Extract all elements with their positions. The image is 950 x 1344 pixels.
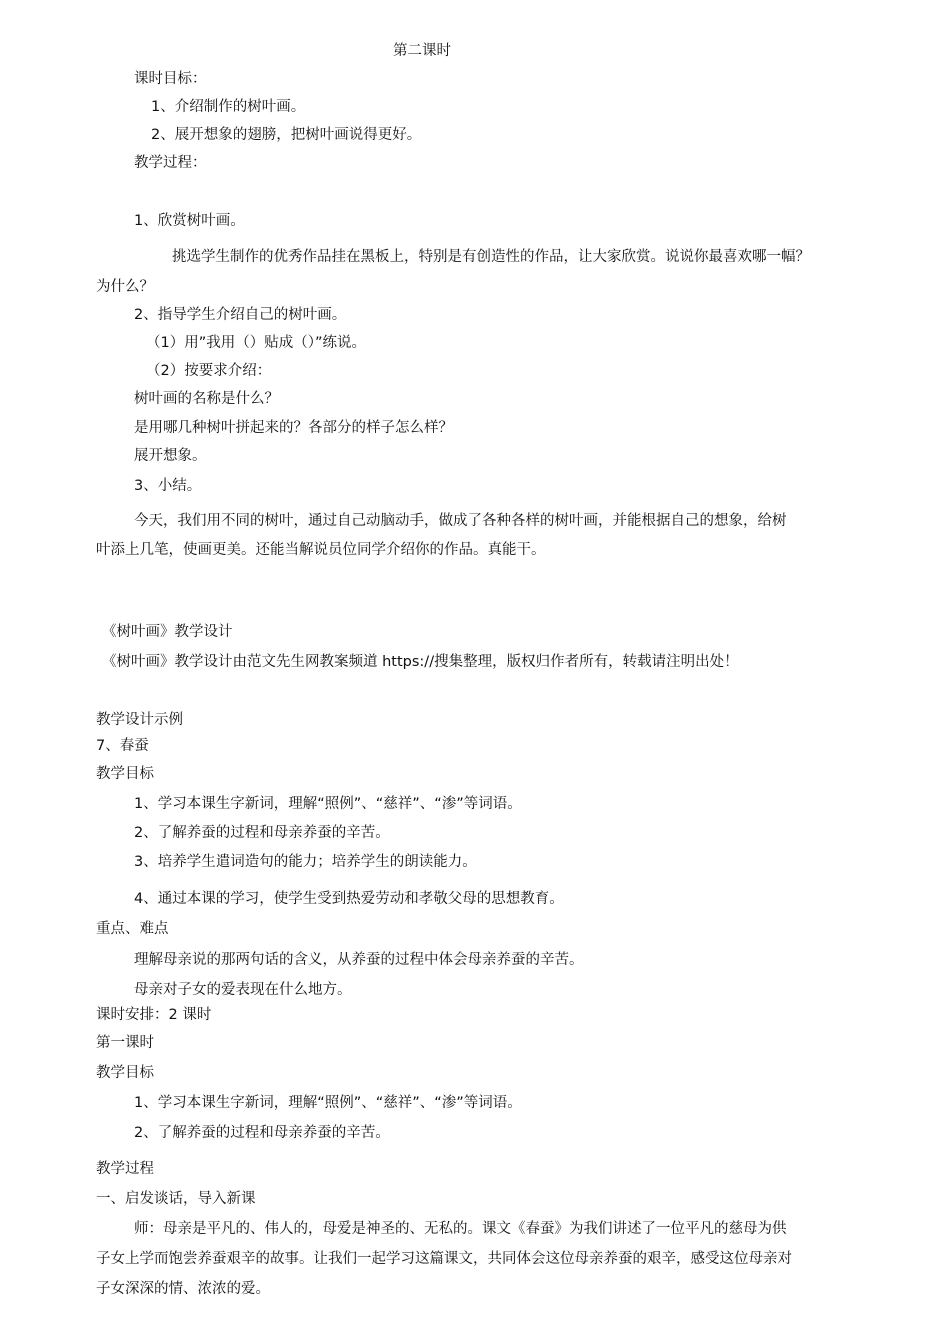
question-line: 展开想象。: [134, 448, 207, 464]
goal-item: 1、介绍制作的树叶画。: [151, 99, 306, 115]
objective-item: 3、培养学生遣词造句的能力；培养学生的朗读能力。: [134, 854, 477, 870]
objective-item: 4、通过本课的学习，使学生受到热爱劳动和孝敬父母的思想教育。: [134, 891, 564, 907]
goal-item: 2、展开想象的翅膀，把树叶画说得更好。: [151, 127, 422, 143]
footer-title: 《树叶画》教学设计: [102, 624, 233, 640]
paragraph-line: 子女深深的情、浓浓的爱。: [96, 1281, 270, 1297]
section-label: 教学目标: [96, 766, 154, 782]
section-label: 重点、难点: [96, 921, 169, 937]
paragraph-line: 今天，我们用不同的树叶，通过自己动脑动手，做成了各种各样的树叶画，并能根据自己的想象，给树: [134, 513, 787, 529]
key-point: 理解母亲说的那两句话的含义，从养蚕的过程中体会母亲养蚕的辛苦。: [134, 952, 584, 968]
objective-item: 2、了解养蚕的过程和母亲养蚕的辛苦。: [134, 825, 390, 841]
paragraph-line: 子女上学而饱尝养蚕艰辛的故事。让我们一起学习这篇课文，共同体会这位母亲养蚕的艰辛，感受这位母亲对: [96, 1251, 792, 1267]
step-heading: 3、小结。: [134, 478, 202, 494]
key-point: 母亲对子女的爱表现在什么地方。: [134, 982, 352, 998]
objective-item: 2、了解养蚕的过程和母亲养蚕的辛苦。: [134, 1125, 390, 1141]
paragraph-line: 挑选学生制作的优秀作品挂在黑板上，特别是有创造性的作品，让大家欣赏。说说你最喜欢哪一幅？: [172, 249, 810, 265]
footer-source: 《树叶画》教学设计由范文先生网教案频道 https://搜集整理，版权归作者所有，转载请注明出处！: [102, 654, 739, 670]
process-label: 教学过程：: [134, 155, 207, 171]
section-label: 教学设计示例: [96, 712, 183, 728]
paragraph-line: 为什么？: [96, 279, 154, 295]
sub-step: （2）按要求介绍：: [146, 363, 272, 379]
lesson-name: 7、春蚕: [96, 738, 149, 754]
question-line: 是用哪几种树叶拼起来的？各部分的样子怎么样？: [134, 420, 453, 436]
section-label: 教学过程: [96, 1161, 154, 1177]
step-heading: 2、指导学生介绍自己的树叶画。: [134, 307, 347, 323]
paragraph-line: 叶添上几笔，使画更美。还能当解说员位同学介绍你的作品。真能干。: [96, 542, 546, 558]
objective-item: 1、学习本课生字新词，理解“照例”、“慈祥”、“渗”等词语。: [134, 796, 522, 812]
sub-step: （1）用”我用（）贴成（）”练说。: [146, 335, 366, 351]
part-heading: 一、启发谈话，导入新课: [96, 1191, 256, 1207]
goals-label: 课时目标：: [134, 71, 207, 87]
objective-item: 1、学习本课生字新词，理解“照例”、“慈祥”、“渗”等词语。: [134, 1095, 522, 1111]
question-line: 树叶画的名称是什么？: [134, 391, 279, 407]
paragraph-line: 师：母亲是平凡的、伟人的，母爱是神圣的、无私的。课文《春蚕》为我们讲述了一位平凡的慈母为供: [134, 1221, 787, 1237]
schedule-line: 课时安排：2 课时: [96, 1007, 212, 1023]
step-heading: 1、欣赏树叶画。: [134, 213, 245, 229]
section-label: 教学目标: [96, 1065, 154, 1081]
lesson2-title: 第二课时: [393, 43, 451, 59]
lesson1-title: 第一课时: [96, 1035, 154, 1051]
